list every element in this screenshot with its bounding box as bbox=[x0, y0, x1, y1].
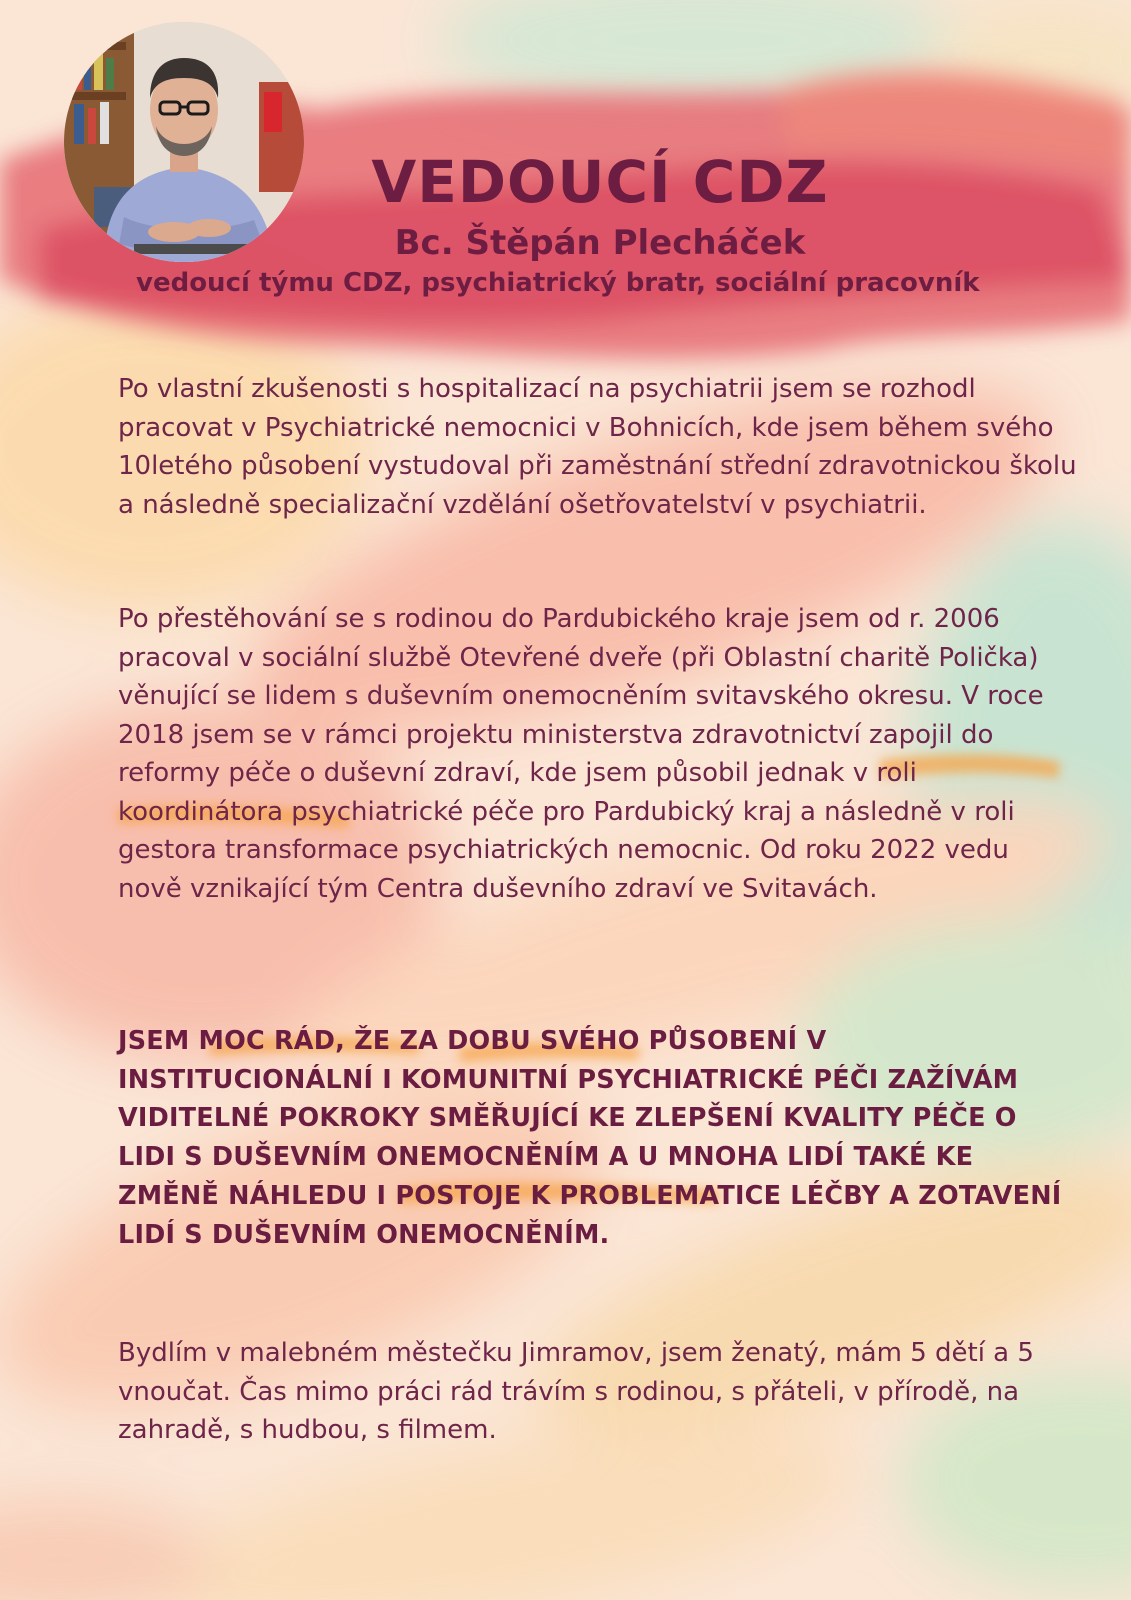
portrait-photo bbox=[64, 22, 304, 262]
page-title: VEDOUCÍ CDZ bbox=[371, 148, 829, 216]
person-name: Bc. Štěpán Plecháček bbox=[394, 223, 806, 263]
paragraph-career: Po přestěhování se s rodinou do Pardubického kraje jsem od r. 2006 pracoval v sociální službě Otevřené dveře (při Oblastní charitě Polička) věnující se lidem s duševním onemocněním svitavského okresu. V roce 2018 jsem se v rámci projektu ministerstva zdravotnictví zapojil do reformy péče o duševní zdraví, kde jsem působil jednak v roli koordinátora psychiatrické péče pro Pardubický kraj a následně v roli gestora transformace psychiatrických nemocnic. Od roku 2022 vedu nově vznikající tým Centra duševního zdraví ve Svitavách. bbox=[118, 604, 1044, 904]
paragraph-experience: Po vlastní zkušenosti s hospitalizací na psychiatrii jsem se rozhodl pracovat v Psychiatrické nemocnici v Bohnicích, kde jsem během svého 10letého působení vystudoval při zaměstnání střední zdravotnickou školu a následně specializační vzdělání ošetřovatelství v psychiatrii. bbox=[118, 374, 1077, 520]
person-portrait-icon bbox=[64, 22, 304, 262]
person-role: vedoucí týmu CDZ, psychiatrický bratr, sociální pracovník bbox=[136, 268, 980, 298]
paragraph-statement: JSEM MOC RÁD, ŽE ZA DOBU SVÉHO PŮSOBENÍ V INSTITUCIONÁLNÍ I KOMUNITNÍ PSYCHIATRICKÉ PÉČI ZAŽÍVÁM VIDITELNÉ POKROKY SMĚŘUJÍCÍ KE ZLEPŠENÍ KVALITY PÉČE O LIDI S DUŠEVNÍM ONEMOCNĚNÍM A U MNOHA LIDÍ TAKÉ KE ZMĚNĚ NÁHLEDU I POSTOJE K PROBLEMATICE LÉČBY A ZOTAVENÍ LIDÍ S DUŠEVNÍM ONEMOCNĚNÍM. bbox=[118, 1026, 1062, 1250]
paragraph-personal: Bydlím v malebném městečku Jimramov, jsem ženatý, mám 5 dětí a 5 vnoučat. Čas mimo práci rád trávím s rodinou, s přáteli, v přírodě, na zahradě, s hudbou, s filmem. bbox=[118, 1338, 1034, 1445]
